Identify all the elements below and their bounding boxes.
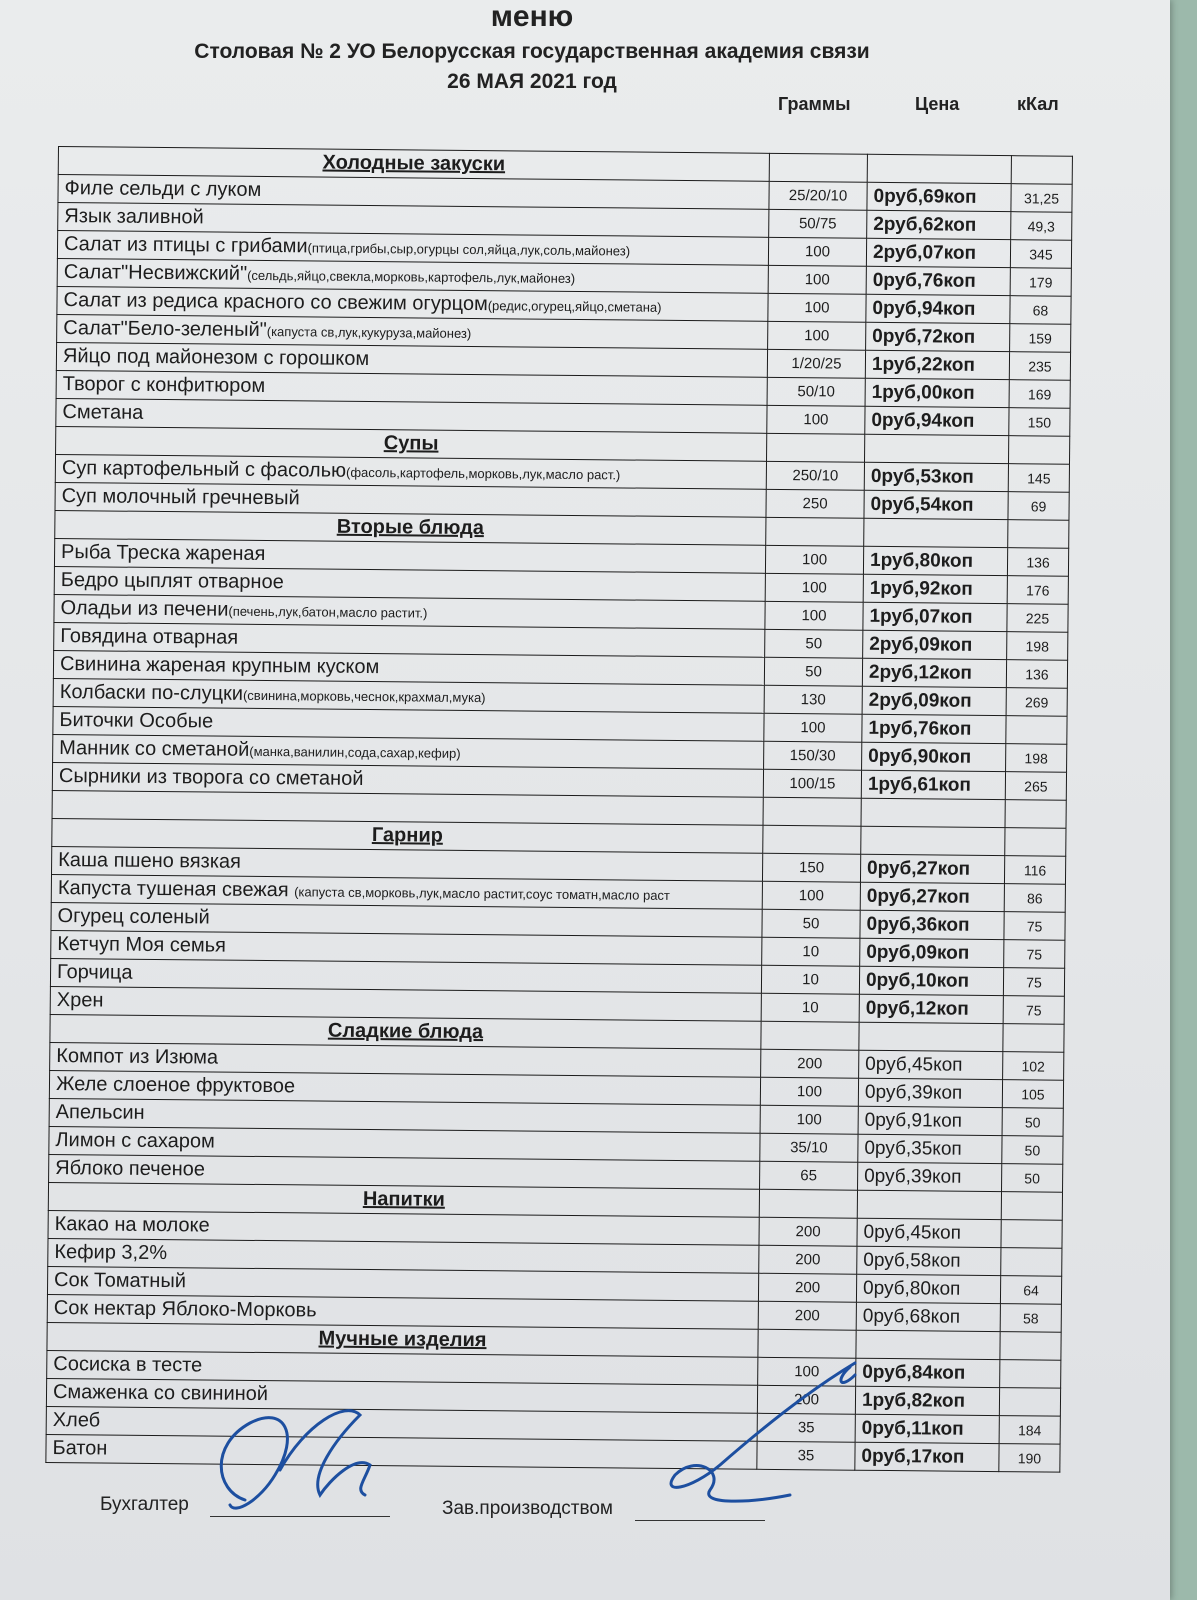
empty-cell — [763, 797, 861, 826]
item-price: 0руб,58коп — [857, 1246, 1001, 1275]
item-name: Манник со сметаной — [59, 737, 250, 761]
item-kcal: 58 — [1000, 1304, 1061, 1333]
item-kcal: 176 — [1007, 576, 1068, 605]
empty-cell — [857, 1190, 1001, 1219]
item-name: Салат"Бело-зеленый" — [63, 317, 267, 342]
item-kcal: 184 — [999, 1416, 1060, 1445]
item-kcal: 345 — [1010, 240, 1071, 269]
item-grams: 50 — [762, 909, 860, 938]
item-grams: 1/20/25 — [767, 349, 865, 378]
item-grams: 100 — [765, 545, 863, 574]
empty-cell — [864, 518, 1008, 547]
empty-cell — [767, 433, 865, 462]
item-name: Говядина отварная — [60, 625, 239, 649]
item-grams: 25/20/10 — [769, 181, 867, 210]
item-price: 2руб,62коп — [867, 210, 1011, 239]
item-ingredients: (редис,огурец,яйцо,сметана) — [487, 298, 662, 315]
empty-cell — [761, 1021, 859, 1050]
item-price: 0руб,10коп — [859, 966, 1003, 995]
item-grams: 100 — [760, 1077, 858, 1106]
item-grams: 35 — [757, 1413, 855, 1442]
menu-date: 26 МАЯ 2021 год — [447, 70, 617, 93]
item-name: Яблоко печеное — [55, 1157, 206, 1181]
item-name: Бедро цыплят отварное — [60, 569, 284, 594]
item-kcal: 69 — [1008, 492, 1069, 521]
item-kcal: 150 — [1009, 408, 1070, 437]
item-name: Кетчуп Моя семья — [57, 933, 227, 957]
item-name: Суп молочный гречневый — [61, 485, 300, 510]
item-ingredients: (птица,грибы,сыр,огурцы сол,яйца,лук,соль,майонез) — [307, 240, 631, 259]
item-kcal: 50 — [1002, 1108, 1063, 1137]
item-name: Горчица — [56, 961, 133, 984]
section-title: Мучные изделия — [47, 1322, 758, 1357]
item-grams: 100 — [760, 1105, 858, 1134]
empty-cell — [758, 1329, 856, 1358]
item-grams: 200 — [759, 1217, 857, 1246]
item-grams: 100 — [762, 881, 860, 910]
item-grams: 150/30 — [764, 741, 862, 770]
item-name: Салат"Несвижский" — [63, 261, 248, 285]
item-ingredients: (сельдь,яйцо,свекла,морковь,картофель,лук,майонез) — [247, 267, 576, 286]
item-kcal: 64 — [1000, 1276, 1061, 1305]
item-kcal: 225 — [1007, 604, 1068, 633]
item-kcal — [1001, 1248, 1062, 1277]
item-price: 0руб,45коп — [859, 1050, 1003, 1079]
item-name: Биточки Особые — [59, 709, 214, 733]
item-name: Яйцо под майонезом с горошком — [62, 345, 370, 370]
accountant-signature — [205, 1395, 395, 1530]
item-ingredients: (свинина,морковь,чеснок,крахмал,мука) — [242, 687, 486, 706]
item-name: Свинина жареная крупным куском — [59, 653, 380, 679]
item-grams: 10 — [762, 937, 860, 966]
page-title: меню — [490, 0, 574, 33]
empty-cell — [766, 517, 864, 546]
item-price: 0руб,84коп — [856, 1358, 1000, 1387]
item-grams: 35 — [757, 1441, 855, 1470]
section-title: Холодные закуски — [58, 147, 769, 182]
item-grams: 200 — [758, 1273, 856, 1302]
item-price: 0руб,27коп — [860, 882, 1004, 911]
item-price: 0руб,69коп — [867, 182, 1011, 211]
item-price: 0руб,76коп — [866, 266, 1010, 295]
item-grams: 250 — [766, 489, 864, 518]
item-price: 1руб,22коп — [865, 350, 1009, 379]
item-grams: 10 — [761, 993, 859, 1022]
production-signature-line — [635, 1520, 765, 1521]
item-kcal: 50 — [1002, 1164, 1063, 1193]
item-grams: 35/10 — [760, 1133, 858, 1162]
grams-column-header: Граммы — [778, 94, 851, 114]
item-name: Какао на молоке — [54, 1213, 210, 1237]
kcal-column-header: кКал — [1017, 94, 1059, 114]
section-title: Напитки — [48, 1182, 759, 1217]
item-grams: 200 — [758, 1301, 856, 1330]
item-name: Хрен — [56, 989, 104, 1012]
item-ingredients: (манка,ванилин,сода,сахар,кефир) — [249, 743, 461, 761]
empty-cell — [759, 1189, 857, 1218]
item-price: 0руб,11коп — [855, 1414, 999, 1443]
item-grams: 100 — [765, 601, 863, 630]
empty-cell — [1003, 1024, 1064, 1053]
item-name: Лимон с сахаром — [55, 1129, 215, 1153]
item-price: 0руб,35коп — [858, 1134, 1002, 1163]
item-kcal: 136 — [1006, 660, 1067, 689]
item-grams: 10 — [761, 965, 859, 994]
item-kcal: 105 — [1002, 1080, 1063, 1109]
item-name: Компот из Изюма — [56, 1045, 219, 1069]
item-name: Каша пшено вязкая — [58, 849, 242, 873]
item-ingredients: (фасоль,картофель,морковь,лук,масло раст.) — [345, 464, 621, 483]
item-price: 0руб,17коп — [855, 1442, 999, 1471]
item-grams: 100 — [767, 405, 865, 434]
item-name: Огурец соленый — [57, 905, 210, 929]
item-price: 0руб,91коп — [858, 1106, 1002, 1135]
item-grams: 100/15 — [763, 769, 861, 798]
item-price: 0руб,72коп — [866, 322, 1010, 351]
item-name: Капуста тушеная свежая — [57, 877, 295, 902]
item-ingredients: (капуста св,морковь,лук,масло растит,соус томатн,масло раст — [294, 884, 671, 903]
item-ingredients: (капуста св,лук,кукуруза,майонез) — [266, 324, 472, 341]
section-title: Вторые блюда — [55, 510, 766, 545]
item-grams: 130 — [764, 685, 862, 714]
item-kcal — [1000, 1360, 1061, 1389]
canteen-name: Столовая № 2 УО Белорусская государственная академия связи — [194, 40, 870, 63]
item-price: 0руб,94коп — [865, 406, 1009, 435]
item-price: 0руб,90коп — [862, 742, 1006, 771]
item-kcal: 190 — [999, 1444, 1060, 1473]
item-name: Колбаски по-слуцки — [59, 681, 244, 705]
item-price: 0руб,09коп — [860, 938, 1004, 967]
item-kcal — [999, 1388, 1060, 1417]
item-grams: 200 — [757, 1385, 855, 1414]
item-price: 0руб,39коп — [858, 1162, 1002, 1191]
item-kcal: 269 — [1006, 688, 1067, 717]
item-name: Сырники из творога со сметаной — [58, 765, 364, 790]
section-title: Супы — [56, 426, 767, 461]
item-kcal: 198 — [1007, 632, 1068, 661]
item-grams: 100 — [764, 713, 862, 742]
item-name: Желе слоеное фруктовое — [55, 1073, 296, 1098]
empty-cell — [1011, 156, 1072, 185]
item-price: 0руб,53коп — [864, 462, 1008, 491]
item-name: Кефир 3,2% — [54, 1241, 168, 1265]
empty-cell — [1001, 1192, 1062, 1221]
section-title: Гарнир — [52, 818, 763, 853]
empty-cell — [861, 826, 1005, 855]
item-grams: 65 — [760, 1161, 858, 1190]
item-price: 2руб,09коп — [862, 686, 1006, 715]
item-price: 0руб,45коп — [857, 1218, 1001, 1247]
price-column-header: Цена — [915, 94, 960, 114]
item-grams: 250/10 — [766, 461, 864, 490]
item-grams: 50 — [764, 657, 862, 686]
item-kcal: 235 — [1009, 352, 1070, 381]
item-grams: 100 — [768, 293, 866, 322]
empty-cell — [769, 153, 867, 182]
item-kcal: 49,3 — [1011, 212, 1072, 241]
item-name: Сосиска в тесте — [53, 1353, 203, 1377]
empty-cell — [865, 434, 1009, 463]
item-kcal: 50 — [1002, 1136, 1063, 1165]
item-kcal: 169 — [1009, 380, 1070, 409]
item-grams: 150 — [762, 853, 860, 882]
item-name: Апельсин — [55, 1101, 145, 1124]
item-kcal: 116 — [1004, 856, 1065, 885]
item-price: 2руб,09коп — [863, 630, 1007, 659]
production-signature — [640, 1355, 880, 1515]
item-name: Хлеб — [52, 1409, 101, 1432]
empty-cell — [1005, 800, 1066, 829]
item-kcal — [1001, 1220, 1062, 1249]
accountant-label: Бухгалтер — [100, 1494, 189, 1515]
empty-cell — [867, 154, 1011, 183]
empty-cell — [1005, 828, 1066, 857]
item-grams: 100 — [768, 265, 866, 294]
item-kcal: 265 — [1005, 772, 1066, 801]
item-price: 1руб,76коп — [862, 714, 1006, 743]
item-grams: 50 — [765, 629, 863, 658]
item-kcal: 136 — [1007, 548, 1068, 577]
item-name: Сок нектар Яблоко-Морковь — [53, 1297, 317, 1322]
item-price: 2руб,12коп — [862, 658, 1006, 687]
item-name: Суп картофельный с фасолью — [61, 457, 347, 482]
item-name: Творог с конфитюром — [62, 373, 266, 397]
item-name: Смаженка со свининой — [52, 1381, 269, 1406]
item-price: 0руб,12коп — [859, 994, 1003, 1023]
menu-table — [45, 146, 1073, 1473]
item-price: 0руб,27коп — [860, 854, 1004, 883]
empty-cell — [1008, 520, 1069, 549]
item-name: Салат из редиса красного со свежим огурцом — [63, 289, 488, 316]
item-grams: 200 — [759, 1245, 857, 1274]
item-kcal — [1006, 716, 1067, 745]
item-kcal: 68 — [1010, 296, 1071, 325]
item-price: 0руб,54коп — [864, 490, 1008, 519]
item-kcal: 75 — [1003, 968, 1064, 997]
item-kcal: 198 — [1006, 744, 1067, 773]
item-price: 1руб,82коп — [855, 1386, 999, 1415]
empty-cell — [859, 1022, 1003, 1051]
item-kcal: 86 — [1004, 884, 1065, 913]
item-name: Оладьи из печени — [60, 597, 229, 621]
item-grams: 200 — [761, 1049, 859, 1078]
item-kcal: 145 — [1008, 464, 1069, 493]
item-price: 1руб,00коп — [865, 378, 1009, 407]
item-name: Сок Томатный — [54, 1269, 187, 1293]
item-name: Филе сельди с луком — [64, 177, 262, 201]
production-label: Зав.производством — [442, 1498, 613, 1519]
empty-cell — [1008, 436, 1069, 465]
item-name: Салат из птицы с грибами — [63, 233, 308, 258]
item-price: 1руб,80коп — [863, 546, 1007, 575]
item-price: 1руб,07коп — [863, 602, 1007, 631]
item-kcal: 31,25 — [1011, 184, 1072, 213]
empty-cell — [763, 825, 861, 854]
item-grams: 100 — [768, 321, 866, 350]
section-title: Сладкие блюда — [50, 1014, 761, 1049]
item-ingredients: (печень,лук,батон,масло растит.) — [228, 603, 428, 621]
item-name: Сметана — [62, 401, 144, 424]
item-price: 2руб,07коп — [866, 238, 1010, 267]
item-kcal: 75 — [1003, 996, 1064, 1025]
item-price: 0руб,68коп — [856, 1302, 1000, 1331]
item-price: 0руб,36коп — [860, 910, 1004, 939]
item-kcal: 179 — [1010, 268, 1071, 297]
item-grams: 100 — [758, 1357, 856, 1386]
item-price: 0руб,80коп — [856, 1274, 1000, 1303]
item-name: Язык заливной — [64, 205, 204, 229]
item-grams: 50/10 — [767, 377, 865, 406]
item-kcal: 75 — [1004, 912, 1065, 941]
item-grams: 100 — [768, 237, 866, 266]
item-grams: 50/75 — [769, 209, 867, 238]
item-price: 0руб,94коп — [866, 294, 1010, 323]
item-kcal: 159 — [1010, 324, 1071, 353]
empty-cell — [1000, 1332, 1061, 1361]
item-kcal: 75 — [1004, 940, 1065, 969]
item-price: 0руб,39коп — [858, 1078, 1002, 1107]
item-price: 1руб,61коп — [861, 770, 1005, 799]
item-grams: 100 — [765, 573, 863, 602]
item-name: Батон — [52, 1437, 108, 1460]
item-name: Рыба Треска жареная — [60, 541, 266, 566]
empty-cell — [861, 798, 1005, 827]
item-kcal: 102 — [1003, 1052, 1064, 1081]
item-price: 1руб,92коп — [863, 574, 1007, 603]
